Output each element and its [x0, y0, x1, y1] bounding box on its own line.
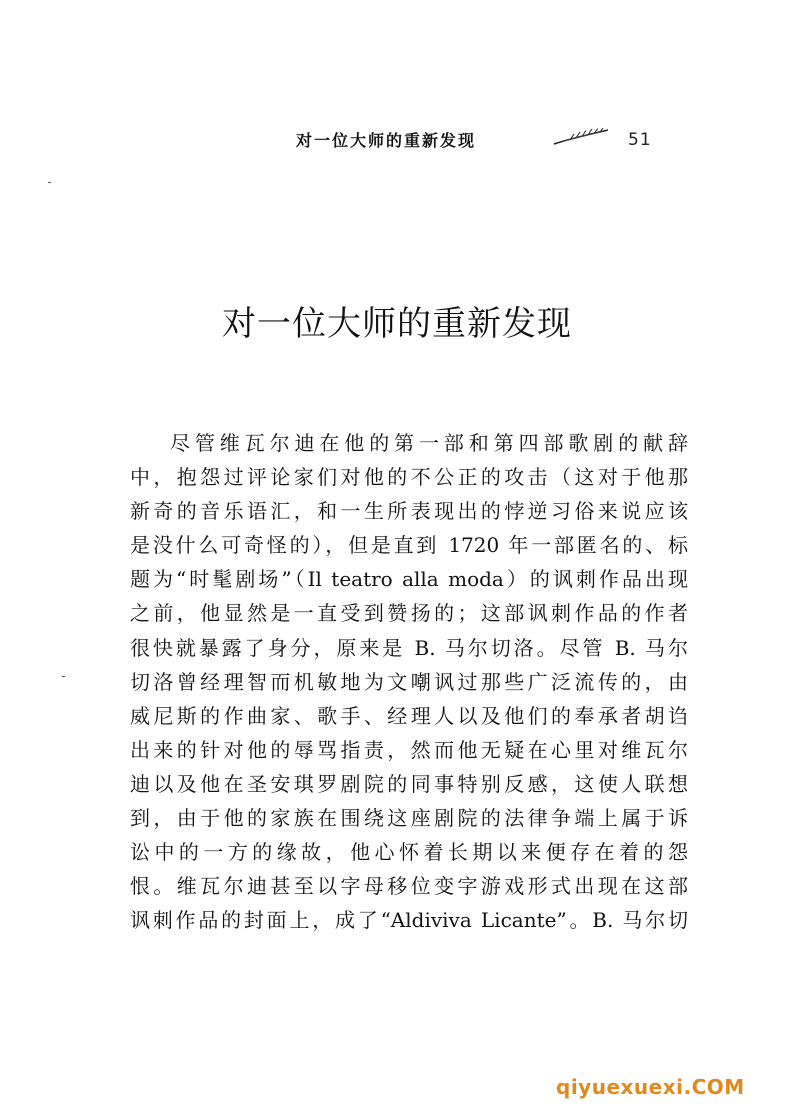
text-line: 切洛曾经理智而机敏地为文嘲讽过那些广泛流传的，由	[130, 669, 688, 694]
text-line: 很快就暴露了身分，原来是 B. 马尔切洛。尽管 B. 马尔	[130, 635, 688, 660]
text-line: 中，抱怨过评论家们对他的不公正的攻击（这对于他那	[130, 465, 688, 490]
body-paragraph	[130, 426, 688, 937]
text-line: 迪以及他在圣安琪罗剧院的同事特别反感，这使人联想	[130, 771, 688, 796]
text-line: 讽刺作品的封面上，成了“Aldiviva Licante”。B. 马尔切	[130, 908, 688, 933]
text-line: 出来的针对他的辱骂指责，然而他无疑在心里对维瓦尔	[130, 737, 688, 762]
text-line: 新奇的音乐语汇，和一生所表现出的悖逆习俗来说应该	[130, 499, 688, 524]
running-head-title: 对一位大师的重新发现	[296, 131, 477, 150]
margin-speck	[48, 182, 51, 183]
page-number: 51	[628, 130, 652, 150]
text-line: 题为“时髦剧场”（Il teatro alla moda）的讽刺作品出现	[130, 567, 688, 592]
text-line: 威尼斯的作曲家、歌手、经理人以及他们的奉承者胡诌	[130, 703, 688, 728]
text-line: 讼中的一方的缘故，他心怀着长期以来便存在着的怨	[130, 840, 688, 865]
text-line: 恨。维瓦尔迪甚至以字母移位变字游戏形式出现在这部	[130, 874, 688, 899]
watermark-text: qiyuexuexi.COM	[556, 1075, 745, 1099]
text-line: 之前，他显然是一直受到赞扬的；这部讽刺作品的作者	[130, 601, 688, 626]
text-line: 是没什么可奇怪的），但是直到 1720 年一部匿名的、标	[130, 533, 688, 558]
margin-speck	[62, 676, 65, 677]
text-line: 尽管维瓦尔迪在他的第一部和第四部歌剧的献辞	[170, 431, 688, 455]
article-title: 对一位大师的重新发现	[222, 304, 572, 344]
text-line: 到，由于他的家族在围绕这座剧院的法律争端上属于诉	[130, 806, 688, 831]
watermark	[556, 1074, 745, 1100]
quill-ornament-icon	[552, 128, 610, 148]
